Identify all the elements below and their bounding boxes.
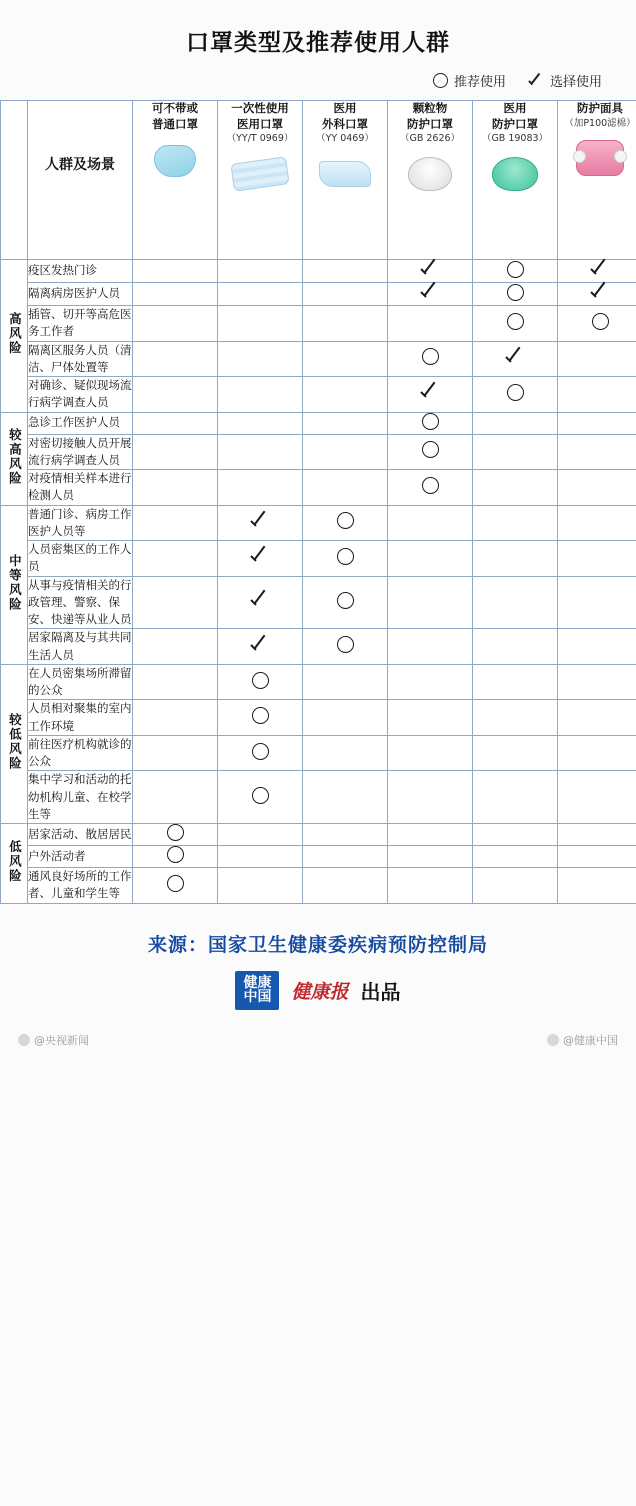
table-row — [1, 505, 636, 541]
footer-left-handle — [18, 1032, 89, 1048]
risk-group-text: 低风险 — [7, 839, 23, 884]
circle-icon — [167, 846, 184, 863]
mark-cell — [218, 576, 303, 629]
mark-cell — [388, 735, 473, 771]
check-icon — [420, 283, 440, 301]
mark-cell — [558, 283, 636, 306]
header-col-surgical-line1: 医用 — [333, 101, 357, 115]
mark-cell — [558, 846, 636, 868]
circle-icon — [252, 787, 269, 804]
table-row — [1, 283, 636, 306]
mark-cell — [303, 505, 388, 541]
mark-cell — [388, 846, 473, 868]
mark-cell — [303, 434, 388, 470]
mark-cell — [473, 664, 558, 700]
mark-cell — [303, 283, 388, 306]
header-col-facepiece-standard: （加P100滤棉） — [564, 117, 636, 129]
mark-cell — [133, 664, 218, 700]
mark-cell — [218, 283, 303, 306]
mark-cell — [218, 377, 303, 413]
table-row — [1, 541, 636, 577]
brand-box-line2: 中国 — [243, 989, 272, 1006]
mark-cell — [388, 283, 473, 306]
medical-respirator-icon — [492, 152, 538, 196]
mark-cell — [133, 470, 218, 506]
surgical-mask-icon — [319, 152, 371, 196]
mark-cell — [473, 576, 558, 629]
circle-icon — [507, 384, 524, 401]
check-icon — [250, 547, 270, 565]
circle-icon — [422, 348, 439, 365]
mark-cell — [218, 824, 303, 846]
mark-cell — [303, 576, 388, 629]
mark-cell — [388, 664, 473, 700]
mark-cell — [218, 868, 303, 904]
mark-cell — [473, 470, 558, 506]
mark-cell — [473, 412, 558, 434]
mark-cell — [388, 629, 473, 665]
scenario-cell: 插管、切开等高危医务工作者 — [28, 306, 133, 342]
weibo-icon — [18, 1034, 30, 1046]
mark-cell — [558, 868, 636, 904]
disposable-mask-icon — [232, 152, 288, 196]
circle-icon — [252, 707, 269, 724]
mark-cell — [218, 505, 303, 541]
brand-box-line1: 健康 — [243, 974, 272, 991]
scenario-cell: 集中学习和活动的托幼机构儿童、在校学生等 — [28, 771, 133, 824]
header-col-particulate-standard: （GB 2626） — [399, 133, 461, 145]
check-icon — [250, 636, 270, 654]
mark-cell — [473, 629, 558, 665]
circle-icon — [337, 636, 354, 653]
table-row — [1, 434, 636, 470]
scenario-cell: 人员相对聚集的室内工作环境 — [28, 700, 133, 736]
mark-cell — [133, 700, 218, 736]
header-col-particulate-respirator — [388, 101, 473, 260]
brand-row — [0, 971, 636, 1026]
risk-group-label — [1, 412, 28, 505]
check-icon — [250, 512, 270, 530]
mark-cell — [473, 846, 558, 868]
mark-cell — [218, 306, 303, 342]
mark-cell — [558, 664, 636, 700]
mark-cell — [558, 434, 636, 470]
weibo-icon-right — [547, 1034, 559, 1046]
header-col-disposable-line1: 一次性使用 — [231, 101, 289, 115]
header-col-surgical-line2: 外科口罩 — [322, 116, 368, 131]
mark-cell — [218, 434, 303, 470]
mark-cell — [303, 470, 388, 506]
circle-icon — [507, 261, 524, 278]
mark-cell — [388, 576, 473, 629]
header-col-disposable-standard: （YY/T 0969） — [226, 133, 294, 145]
particulate-respirator-icon — [408, 152, 452, 196]
table-row — [1, 824, 636, 846]
mark-cell — [388, 868, 473, 904]
protective-facepiece-icon — [576, 136, 624, 180]
scenario-cell: 户外活动者 — [28, 846, 133, 868]
mark-cell — [218, 412, 303, 434]
table-row — [1, 576, 636, 629]
legend-item-recommended — [433, 71, 506, 90]
header-col-particulate-line1: 颗粒物 — [412, 101, 448, 115]
risk-group-text: 较高风险 — [7, 427, 23, 486]
mark-cell — [133, 283, 218, 306]
mark-cell — [388, 470, 473, 506]
mark-cell — [303, 412, 388, 434]
mark-cell — [303, 846, 388, 868]
circle-icon — [252, 672, 269, 689]
mark-cell — [388, 505, 473, 541]
mark-cell — [133, 771, 218, 824]
scenario-cell: 对疫情相关样本进行检测人员 — [28, 470, 133, 506]
mark-cell — [133, 306, 218, 342]
circle-icon — [507, 313, 524, 330]
mark-cell — [303, 868, 388, 904]
mark-cell — [303, 306, 388, 342]
chupin-label: 出品 — [360, 979, 401, 1004]
mark-cell — [303, 824, 388, 846]
mark-cell — [133, 541, 218, 577]
mark-cell — [558, 541, 636, 577]
mark-cell — [473, 868, 558, 904]
circle-icon — [592, 313, 609, 330]
mark-cell — [388, 541, 473, 577]
risk-group-text: 高风险 — [7, 312, 23, 356]
mark-cell — [558, 735, 636, 771]
page-title: 口罩类型及推荐使用人群 — [186, 30, 450, 56]
mark-cell — [133, 824, 218, 846]
mark-cell — [303, 377, 388, 413]
mask-recommendation-table — [0, 100, 636, 904]
mark-cell — [303, 735, 388, 771]
scenario-cell: 从事与疫情相关的行政管理、警察、保安、快递等从业人员 — [28, 576, 133, 629]
mark-cell — [218, 541, 303, 577]
circle-icon — [507, 284, 524, 301]
header-col-protective-facepiece — [558, 101, 636, 260]
footer-right-handle-text: @健康中国 — [563, 1033, 618, 1047]
legend-label-recommended: 推荐使用 — [453, 75, 506, 90]
mark-cell — [388, 824, 473, 846]
mark-cell — [558, 824, 636, 846]
jiankang-zhongguo-logo — [235, 971, 279, 1010]
scenario-cell: 急诊工作医护人员 — [28, 412, 133, 434]
legend — [0, 71, 636, 100]
mark-cell — [388, 260, 473, 283]
circle-icon — [422, 413, 439, 430]
mark-cell — [133, 412, 218, 434]
mark-cell — [558, 505, 636, 541]
mark-cell — [218, 629, 303, 665]
mark-cell — [303, 629, 388, 665]
mark-cell — [133, 341, 218, 377]
mark-cell — [218, 341, 303, 377]
mark-cell — [473, 306, 558, 342]
scenario-cell: 在人员密集场所滞留的公众 — [28, 664, 133, 700]
plain-mask-icon — [154, 139, 196, 183]
mark-cell — [388, 306, 473, 342]
mark-cell — [473, 771, 558, 824]
mark-cell — [558, 629, 636, 665]
circle-icon — [167, 875, 184, 892]
mark-cell — [473, 260, 558, 283]
header-col-surgical-standard: （YY 0469） — [316, 133, 374, 145]
mark-cell — [558, 412, 636, 434]
table-row — [1, 341, 636, 377]
table-row — [1, 846, 636, 868]
footer-right-handle — [547, 1032, 618, 1048]
mark-cell — [133, 576, 218, 629]
scenario-cell: 普通门诊、病房工作医护人员等 — [28, 505, 133, 541]
circle-icon — [252, 743, 269, 760]
table-row — [1, 700, 636, 736]
jiankangbao-logo: 健康报 — [291, 980, 349, 1003]
mark-cell — [303, 664, 388, 700]
scenario-cell: 对密切接触人员开展流行病学调查人员 — [28, 434, 133, 470]
mark-cell — [218, 470, 303, 506]
mark-cell — [133, 629, 218, 665]
mark-cell — [388, 700, 473, 736]
circle-icon — [167, 824, 184, 841]
table-row — [1, 377, 636, 413]
mark-cell — [558, 771, 636, 824]
risk-group-label — [1, 260, 28, 413]
mark-cell — [473, 700, 558, 736]
mark-cell — [558, 377, 636, 413]
mark-cell — [473, 541, 558, 577]
mark-cell — [473, 377, 558, 413]
mark-cell — [303, 700, 388, 736]
mark-cell — [133, 505, 218, 541]
risk-group-text: 中等风险 — [7, 553, 23, 612]
scenario-cell: 通风良好场所的工作者、儿童和学生等 — [28, 868, 133, 904]
mark-cell — [473, 505, 558, 541]
legend-label-optional: 选择使用 — [549, 75, 602, 90]
mark-cell — [133, 434, 218, 470]
mark-cell — [218, 700, 303, 736]
mark-cell — [218, 771, 303, 824]
check-icon — [590, 283, 610, 301]
mark-cell — [473, 434, 558, 470]
table-body — [1, 260, 636, 904]
mark-cell — [388, 434, 473, 470]
mark-cell — [558, 341, 636, 377]
table-row — [1, 260, 636, 283]
footer — [0, 1026, 636, 1062]
header-col-disposable-line2: 医用口罩 — [237, 116, 283, 131]
table-row — [1, 735, 636, 771]
circle-icon — [337, 592, 354, 609]
mark-cell — [133, 868, 218, 904]
table-row — [1, 412, 636, 434]
table-row — [1, 629, 636, 665]
header-risk-group — [1, 101, 28, 260]
mark-cell — [473, 824, 558, 846]
check-icon — [528, 73, 544, 89]
header-col-surgical-mask — [303, 101, 388, 260]
scenario-cell: 人员密集区的工作人员 — [28, 541, 133, 577]
risk-group-label — [1, 824, 28, 904]
table-row — [1, 470, 636, 506]
mark-cell — [303, 260, 388, 283]
table-row — [1, 868, 636, 904]
table-row — [1, 664, 636, 700]
mark-cell — [218, 846, 303, 868]
header-col-medical-respirator — [473, 101, 558, 260]
circle-icon — [422, 477, 439, 494]
mark-cell — [133, 846, 218, 868]
mark-cell — [218, 735, 303, 771]
table-row — [1, 771, 636, 824]
scenario-cell: 对确诊、疑似现场流行病学调查人员 — [28, 377, 133, 413]
check-icon — [420, 260, 440, 278]
mark-cell — [133, 377, 218, 413]
mark-cell — [388, 412, 473, 434]
risk-group-label — [1, 505, 28, 664]
header-col-medical-respirator-standard: （GB 19083） — [481, 133, 549, 145]
legend-item-optional — [528, 71, 602, 90]
header-col-plain-mask-line2: 普通口罩 — [152, 116, 198, 131]
header-col-facepiece-line1: 防护面具 — [577, 101, 623, 115]
header-col-medical-respirator-line2: 防护口罩 — [492, 116, 538, 131]
check-icon — [590, 260, 610, 278]
scenario-cell: 前往医疗机构就诊的公众 — [28, 735, 133, 771]
table-header-row — [1, 101, 636, 260]
risk-group-label — [1, 664, 28, 823]
check-icon — [250, 591, 270, 609]
header-scenario: 人群及场景 — [28, 101, 133, 260]
mark-cell — [218, 260, 303, 283]
scenario-cell: 居家隔离及与其共同生活人员 — [28, 629, 133, 665]
mark-cell — [303, 541, 388, 577]
circle-icon — [422, 441, 439, 458]
mark-cell — [473, 341, 558, 377]
table-head — [1, 101, 636, 260]
header-col-plain-mask — [133, 101, 218, 260]
check-icon — [420, 383, 440, 401]
mark-cell — [133, 260, 218, 283]
mark-cell — [218, 664, 303, 700]
circle-icon — [337, 548, 354, 565]
footer-left-handle-text: @央视新闻 — [34, 1033, 89, 1047]
mark-cell — [473, 735, 558, 771]
mark-cell — [133, 735, 218, 771]
scenario-cell: 隔离区服务人员（清洁、尸体处置等 — [28, 341, 133, 377]
mark-cell — [558, 260, 636, 283]
mark-cell — [303, 771, 388, 824]
mark-cell — [558, 700, 636, 736]
header-col-particulate-line2: 防护口罩 — [407, 116, 453, 131]
check-icon — [505, 348, 525, 366]
mark-cell — [388, 341, 473, 377]
circle-icon — [433, 73, 448, 88]
mark-cell — [558, 306, 636, 342]
mark-cell — [388, 377, 473, 413]
header-col-plain-mask-line1: 可不带或 — [152, 101, 198, 115]
scenario-cell: 疫区发热门诊 — [28, 260, 133, 283]
scenario-cell: 隔离病房医护人员 — [28, 283, 133, 306]
mark-cell — [303, 341, 388, 377]
mark-cell — [558, 576, 636, 629]
mark-cell — [473, 283, 558, 306]
header-col-medical-respirator-line1: 医用 — [503, 101, 527, 115]
risk-group-text: 较低风险 — [7, 713, 23, 771]
mark-cell — [388, 771, 473, 824]
table-row — [1, 306, 636, 342]
header-col-disposable-medical-mask — [218, 101, 303, 260]
source-line: 来源：国家卫生健康委疾病预防控制局 — [147, 933, 488, 956]
mark-cell — [558, 470, 636, 506]
circle-icon — [337, 512, 354, 529]
scenario-cell: 居家活动、散居居民 — [28, 824, 133, 846]
